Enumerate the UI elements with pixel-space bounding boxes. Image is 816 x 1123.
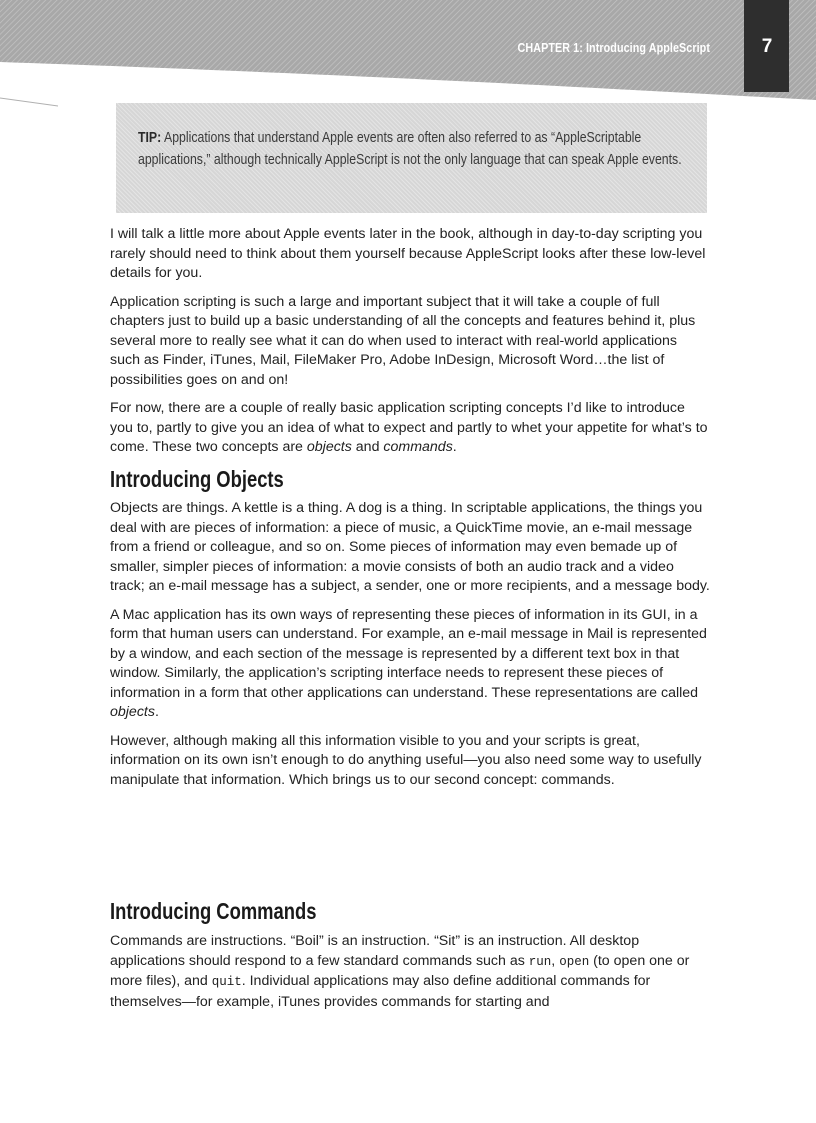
- heading-introducing-commands: Introducing Commands: [110, 898, 317, 924]
- emphasis-objects: objects: [306, 439, 352, 455]
- commands-paragraphs: [110, 932, 710, 1012]
- commands-text-3: (to open one or more files), and: [110, 952, 690, 989]
- paragraph-mac-application-text: A Mac application has its own ways of representing these pieces of information in its GUI, in a form that human users can understand. For example, an e-mail message in Mail is represented by a window, and each section of the message is represented by a different text box in that window. Similarly, the application’s scripting interface needs to represent these pieces of information in a form that other applications can understand. These representations are called: [110, 606, 707, 701]
- tip-box: [116, 103, 707, 213]
- commands-text-2: ,: [551, 952, 560, 969]
- paragraph-basic-concepts-end: .: [452, 439, 457, 455]
- code-open: open: [559, 954, 590, 969]
- paragraph-apple-events: I will talk a little more about Apple events later in the book, although in day-to-day scripting you rarely should need to think about them yourself because AppleScript looks after these low-level details for you.: [110, 226, 706, 281]
- paragraph-application-scripting: Application scripting is such a large and important subject that it will take a couple of full chapters just to build up a basic understanding of all the concepts and features behind it, plus several more to really see what it can do when used to interact with real-world applications such as Finder, iTunes, Mail, FileMaker Pro, Adobe InDesign, Microsoft Word…the list of possibilities goes on and on!: [110, 293, 696, 388]
- tip-body: Applications that understand Apple events are often also referred to as “AppleScriptable applications,” although technically AppleScript is not the only language that can speak Apple events.: [138, 129, 682, 168]
- emphasis-commands: commands: [383, 439, 453, 455]
- running-head: CHAPTER 1: Introducing AppleScript: [517, 41, 710, 55]
- paragraph-mac-application: [110, 606, 710, 723]
- heading-introducing-objects: Introducing Objects: [110, 466, 284, 492]
- code-quit: quit: [211, 975, 242, 989]
- paragraph-however: However, although making all this information visible to you and your scripts is great, information on its own isn’t enough to do anything useful—you also need some way to usefully manipulate that information. Which brings us to our second concept: commands.: [110, 732, 702, 788]
- tip-label: TIP:: [138, 129, 162, 146]
- tip-text: [138, 127, 696, 171]
- paragraph-basic-concepts-text: For now, there are a couple of really basic application scripting concepts I’d like to introduce you to, partly to give you an idea of what to expect and partly to whet your appetite for what’s to come. These two concepts are: [110, 400, 708, 455]
- objects-paragraphs: [110, 499, 710, 790]
- code-run: run: [528, 954, 552, 969]
- header-band: [0, 0, 816, 110]
- commands-text-4: . Individual applications may also define additional commands for themselves—for example, iTunes provides commands for starting and: [110, 973, 651, 1010]
- page-number: 7: [761, 36, 773, 57]
- emphasis-objects-2: objects: [110, 704, 155, 720]
- paragraph-basic-concepts-and: and: [351, 439, 384, 455]
- paragraph-basic-concepts: [110, 399, 710, 458]
- paragraph-mac-application-end: .: [154, 704, 159, 720]
- intro-paragraphs: [110, 225, 710, 458]
- paragraph-commands-are-instructions: [110, 932, 710, 1012]
- paragraph-objects-are-things: Objects are things. A kettle is a thing. A dog is a thing. In scriptable applications, the things you deal with are pieces of information: a piece of music, a QuickTime movie, an e-mail message from a friend or colleague, and so on. Some pieces of information may even bemade up of smaller, simpler pieces of information: a movie consists of both an audio track and a video track; an e-mail message has a subject, a sender, one or more recipients, and a message body.: [110, 500, 710, 594]
- commands-text-1: Commands are instructions. “Boil” is an instruction. “Sit” is an instruction. All desktop applications should respond to a few standard commands such as: [110, 933, 640, 969]
